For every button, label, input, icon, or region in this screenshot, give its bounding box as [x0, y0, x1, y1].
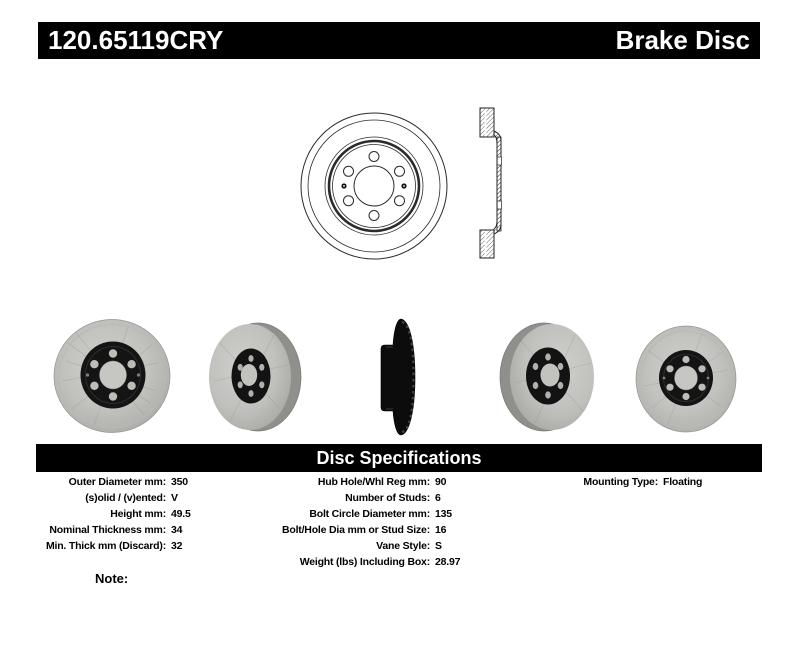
page-title: Brake Disc — [615, 25, 750, 55]
spec-label: Vane Style: — [376, 540, 430, 552]
spec-label: Bolt/Hole Dia mm or Stud Size: — [281, 524, 430, 536]
rotor-cross-section-drawing-icon — [468, 100, 516, 268]
spec-column-left — [36, 474, 288, 554]
header-bar — [38, 22, 760, 59]
spec-value: 34 — [171, 524, 183, 536]
spec-value: S — [435, 540, 442, 552]
spec-label: Min. Thick mm (Discard): — [45, 540, 166, 552]
rotor-photo-front — [634, 324, 738, 434]
spec-row — [36, 538, 288, 554]
spec-column-center — [280, 474, 556, 570]
spec-section-title-text: Disc Specifications — [316, 447, 482, 468]
spec-label: (s)olid / (v)ented: — [85, 492, 166, 504]
spec-label: Mounting Type: — [583, 476, 658, 488]
spec-label: Height mm: — [110, 508, 166, 520]
rotor-photo-three-quarter-left — [200, 321, 310, 433]
spec-column-right — [552, 474, 768, 490]
spec-row — [280, 490, 556, 506]
spec-row — [36, 490, 288, 506]
spec-row — [36, 522, 288, 538]
spec-value: 49.5 — [171, 508, 191, 520]
spec-row — [36, 506, 288, 522]
part-number: 120.65119CRY — [48, 25, 224, 55]
spec-value: 350 — [171, 476, 188, 488]
spec-value: 90 — [435, 476, 447, 488]
spec-value: 6 — [435, 492, 441, 504]
spec-value: V — [171, 492, 178, 504]
spec-label: Weight (lbs) Including Box: — [299, 556, 430, 568]
note-label: Note: — [95, 571, 129, 586]
spec-row — [280, 506, 556, 522]
spec-value: 28.97 — [435, 556, 461, 568]
rotor-photo-front-angled — [52, 317, 172, 435]
spec-row — [280, 522, 556, 538]
spec-label: Bolt Circle Diameter mm: — [309, 508, 430, 520]
spec-row — [280, 538, 556, 554]
spec-row — [36, 474, 288, 490]
rotor-front-line-drawing-icon — [294, 106, 454, 266]
spec-value: 135 — [435, 508, 452, 520]
spec-label: Outer Diameter mm: — [68, 476, 166, 488]
spec-value: 16 — [435, 524, 447, 536]
spec-label: Number of Studs: — [345, 492, 430, 504]
spec-row — [552, 474, 768, 490]
spec-section-title — [36, 444, 762, 472]
spec-row — [280, 554, 556, 570]
rotor-photo-three-quarter-right — [491, 321, 607, 433]
spec-value: 32 — [171, 540, 183, 552]
spec-row — [280, 474, 556, 490]
rotor-photo-edge-on — [372, 317, 424, 437]
spec-value: Floating — [663, 476, 703, 488]
spec-label: Nominal Thickness mm: — [49, 524, 166, 536]
spec-label: Hub Hole/Whl Reg mm: — [317, 476, 430, 488]
